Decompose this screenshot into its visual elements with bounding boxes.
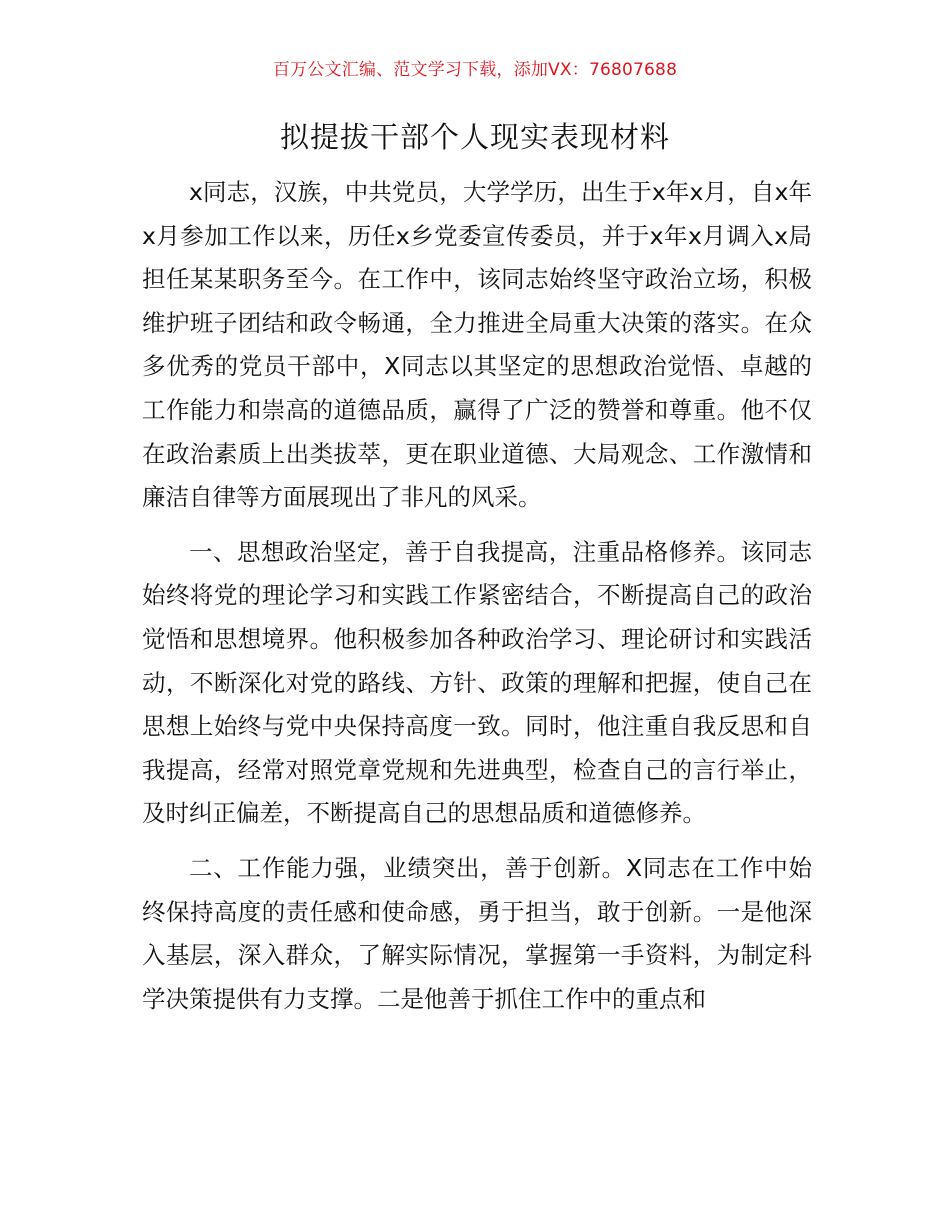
paragraph-intro: x同志，汉族，中共党员，大学学历，出生于x年x月，自x年x月参加工作以来，历任x乡党委宣传委员，并于x年x月调入x局担任某某职务至今。在工作中，该同志始终坚守政治立场，积极维护班子团结和政令畅通，全力推进全局重大决策的落实。在众多优秀的党员干部中，X同志以其坚定的思想政治觉悟、卓越的工作能力和崇高的道德品质，赢得了广泛的赞誉和尊重。他不仅在政治素质上出类拔萃，更在职业道德、大局观念、工作激情和廉洁自律等方面展现出了非凡的风采。: [142, 178, 812, 512]
document-title: 拟提拔干部个人现实表现材料: [279, 120, 670, 154]
document-body: [142, 171, 812, 1032]
paragraph-section-1: 一、思想政治坚定，善于自我提高，注重品格修养。该同志始终将党的理论学习和实践工作紧密结合，不断提高自己的政治觉悟和思想境界。他积极参加各种政治学习、理论研讨和实践活动，不断深化对党的路线、方针、政策的理解和把握，使自己在思想上始终与党中央保持高度一致。同时，他注重自我反思和自我提高，经常对照党章党规和先进典型，检查自己的言行举止，及时纠正偏差，不断提高自己的思想品质和道德修养。: [142, 537, 812, 828]
paragraph-section-2: 二、工作能力强，业绩突出，善于创新。X同志在工作中始终保持高度的责任感和使命感，勇于担当，敢于创新。一是他深入基层，深入群众，了解实际情况，掌握第一手资料，为制定科学决策提供有力支撑。二是他善于抓住工作中的重点和: [142, 853, 812, 1013]
header-watermark-text: 百万公文汇编、范文学习下载，添加VX：76807688: [272, 60, 678, 80]
